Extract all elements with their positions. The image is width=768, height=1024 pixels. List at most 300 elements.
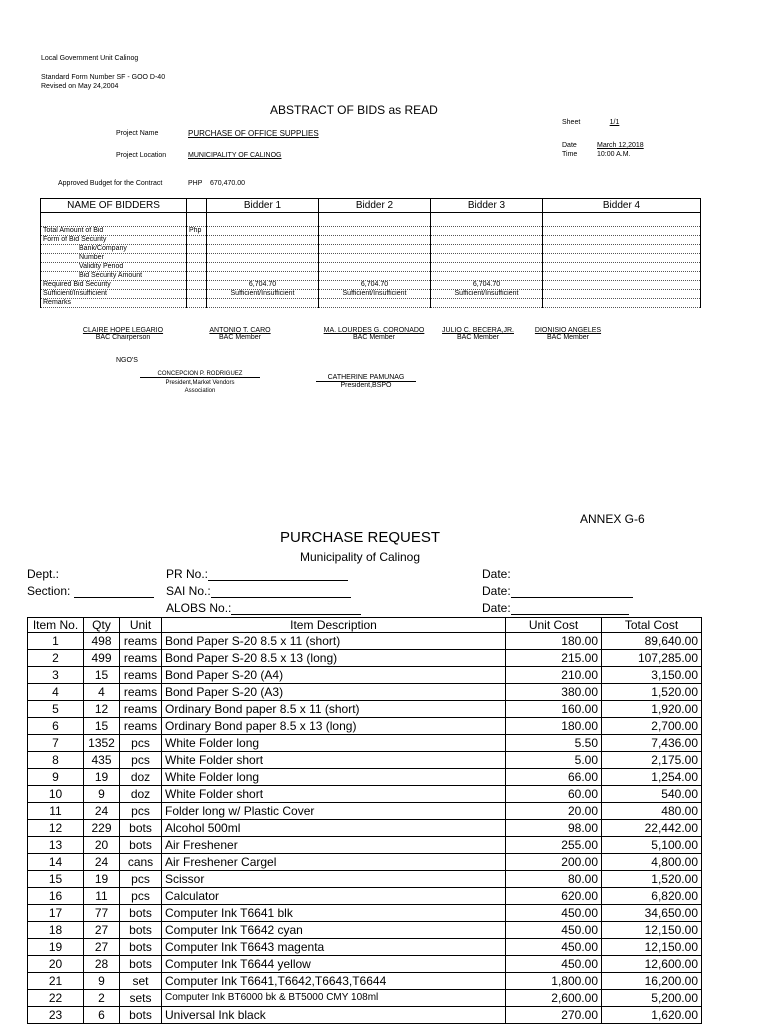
- total-cost-cell: 2,700.00: [602, 718, 702, 735]
- signatory-role: BAC Chairperson: [95, 334, 151, 341]
- description-cell: White Folder long: [162, 769, 506, 786]
- bidder-2-cell: [319, 272, 431, 281]
- signatory-name: CLAIRE HOPE LEGARIO: [82, 327, 164, 334]
- bidder-3-cell: [431, 245, 543, 254]
- unit-cost-cell: 380.00: [506, 684, 602, 701]
- table-row: [28, 667, 702, 684]
- total-cost-cell: 16,200.00: [602, 973, 702, 990]
- unit-cell: sets: [120, 990, 162, 1007]
- total-cost-cell: 22,442.00: [602, 820, 702, 837]
- total-cost-cell: 480.00: [602, 803, 702, 820]
- table-row: [28, 939, 702, 956]
- date-label-1: Date:: [482, 567, 511, 581]
- bidder-2-cell: [319, 227, 431, 236]
- revised-date: Revised on May 24,2004: [41, 83, 119, 90]
- table-row: [28, 769, 702, 786]
- table-row: [28, 888, 702, 905]
- description-cell: Computer Ink T6641,T6642,T6643,T6644: [162, 973, 506, 990]
- bidder-1-header: Bidder 1: [207, 199, 319, 213]
- bidder-3-cell: Sufficient/Insufficient: [431, 290, 543, 299]
- unit-cost-cell: 620.00: [506, 888, 602, 905]
- date-label: Date: [562, 142, 577, 149]
- date-field-2: [482, 584, 633, 598]
- qty-cell: 19: [84, 769, 120, 786]
- bidder-2-cell: [319, 213, 431, 227]
- bidder-2-cell: [319, 245, 431, 254]
- item-no-cell: 7: [28, 735, 84, 752]
- signatory-role: BAC Member: [546, 334, 589, 341]
- project-name-label: Project Name: [116, 130, 159, 137]
- bac-signatory: [318, 327, 430, 341]
- item-no-cell: 11: [28, 803, 84, 820]
- unit-cost-cell: 180.00: [506, 633, 602, 650]
- description-cell: Bond Paper S-20 (A4): [162, 667, 506, 684]
- qty-cell: 28: [84, 956, 120, 973]
- qty-cell: 77: [84, 905, 120, 922]
- bids-row-label: Form of Bid Security: [41, 236, 187, 245]
- signatory-role-line2: Association: [184, 388, 216, 394]
- project-location-label: Project Location: [116, 152, 167, 159]
- bids-row: [41, 236, 701, 245]
- total-cost-cell: 1,254.00: [602, 769, 702, 786]
- unit-cell: bots: [120, 956, 162, 973]
- description-cell: Scissor: [162, 871, 506, 888]
- unit-header: Unit: [120, 618, 162, 633]
- bidder-3-cell: [431, 254, 543, 263]
- total-cost-cell: 89,640.00: [602, 633, 702, 650]
- unit-cell: bots: [120, 820, 162, 837]
- alobs-line: [231, 602, 361, 615]
- total-cost-cell: 1,620.00: [602, 1007, 702, 1024]
- item-no-cell: 4: [28, 684, 84, 701]
- bidders-header: NAME OF BIDDERS: [41, 199, 187, 213]
- total-cost-cell: 1,520.00: [602, 871, 702, 888]
- bids-row-unit: [187, 254, 207, 263]
- unit-cell: reams: [120, 667, 162, 684]
- unit-cell: doz: [120, 769, 162, 786]
- item-no-cell: 17: [28, 905, 84, 922]
- total-cost-cell: 12,150.00: [602, 939, 702, 956]
- bidder-4-cell: [543, 290, 701, 299]
- qty-cell: 9: [84, 973, 120, 990]
- table-row: [28, 684, 702, 701]
- description-cell: Computer Ink T6644 yellow: [162, 956, 506, 973]
- signatory-name: CATHERINE PAMUNAG: [316, 374, 416, 382]
- prno-line: [208, 568, 348, 581]
- table-row: [28, 956, 702, 973]
- description-cell: Bond Paper S-20 8.5 x 13 (long): [162, 650, 506, 667]
- bids-table: [40, 198, 701, 308]
- bids-row-label: Bank/Company: [41, 245, 187, 254]
- total-cost-cell: 7,436.00: [602, 735, 702, 752]
- qty-cell: 2: [84, 990, 120, 1007]
- bidder-4-cell: [543, 281, 701, 290]
- bidder-2-cell: [319, 254, 431, 263]
- abc-currency: PHP: [188, 180, 203, 187]
- form-number: Standard Form Number SF - GOO D-40: [41, 74, 166, 81]
- total-cost-cell: 107,285.00: [602, 650, 702, 667]
- bidder-3-cell: [431, 299, 543, 308]
- item-no-cell: 13: [28, 837, 84, 854]
- signatory-role: BAC Member: [456, 334, 499, 341]
- total-cost-header: Total Cost: [602, 618, 702, 633]
- bidder-1-cell: [207, 254, 319, 263]
- section-label: [27, 584, 154, 598]
- description-cell: Bond Paper S-20 (A3): [162, 684, 506, 701]
- unit-cost-cell: 450.00: [506, 956, 602, 973]
- description-cell: Computer Ink BT6000 bk & BT5000 CMY 108ml: [162, 990, 506, 1007]
- qty-cell: 12: [84, 701, 120, 718]
- unit-cell: bots: [120, 905, 162, 922]
- signatory-role: President,Market Vendors: [165, 380, 235, 386]
- bidder-2-cell: Sufficient/Insufficient: [319, 290, 431, 299]
- description-cell: Computer Ink T6641 blk: [162, 905, 506, 922]
- total-cost-cell: 5,100.00: [602, 837, 702, 854]
- unit-cost-cell: 215.00: [506, 650, 602, 667]
- unit-cost-cell: 450.00: [506, 939, 602, 956]
- bidder-4-cell: [543, 227, 701, 236]
- table-row: [28, 735, 702, 752]
- description-cell: Alcohol 500ml: [162, 820, 506, 837]
- saino-line: [211, 585, 351, 598]
- abstract-title: ABSTRACT OF BIDS as READ: [270, 103, 438, 117]
- qty-cell: 24: [84, 854, 120, 871]
- table-row: [28, 922, 702, 939]
- item-no-cell: 22: [28, 990, 84, 1007]
- signatory-role: President,BSPO: [340, 382, 392, 389]
- unit-cell: reams: [120, 650, 162, 667]
- bids-row: [41, 227, 701, 236]
- bidder-2-header: Bidder 2: [319, 199, 431, 213]
- table-row: [28, 973, 702, 990]
- unit-cost-cell: 450.00: [506, 922, 602, 939]
- bidder-1-cell: [207, 227, 319, 236]
- qty-cell: 6: [84, 1007, 120, 1024]
- total-cost-cell: 1,920.00: [602, 701, 702, 718]
- ngo-signatory: [316, 374, 416, 389]
- unit-cell: reams: [120, 633, 162, 650]
- description-cell: Bond Paper S-20 8.5 x 11 (short): [162, 633, 506, 650]
- unit-header: [187, 199, 207, 213]
- unit-cell: pcs: [120, 735, 162, 752]
- table-row: [28, 854, 702, 871]
- bids-row: [41, 272, 701, 281]
- bids-row: [41, 213, 701, 227]
- unit-cost-cell: 5.00: [506, 752, 602, 769]
- qty-cell: 498: [84, 633, 120, 650]
- unit-cost-cell: 180.00: [506, 718, 602, 735]
- bids-row-label: Bid Security Amount: [41, 272, 187, 281]
- bidder-4-cell: [543, 272, 701, 281]
- unit-cost-cell: 200.00: [506, 854, 602, 871]
- bidder-4-cell: [543, 245, 701, 254]
- bidder-1-cell: 6,704.70: [207, 281, 319, 290]
- signatory-name: MA. LOURDES G. CORONADO: [323, 327, 425, 334]
- item-no-cell: 20: [28, 956, 84, 973]
- purchase-request-table: [27, 617, 702, 1024]
- qty-cell: 24: [84, 803, 120, 820]
- total-cost-cell: 12,600.00: [602, 956, 702, 973]
- prno-label: PR No.:: [166, 567, 209, 581]
- bidder-3-cell: [431, 263, 543, 272]
- bidder-3-header: Bidder 3: [431, 199, 543, 213]
- unit-cell: pcs: [120, 871, 162, 888]
- total-cost-cell: 6,820.00: [602, 888, 702, 905]
- bids-row-label: [41, 213, 187, 227]
- table-row: [28, 990, 702, 1007]
- bidder-1-cell: [207, 272, 319, 281]
- bids-row-unit: [187, 213, 207, 227]
- time-label: Time: [562, 151, 578, 158]
- bids-row-unit: [187, 245, 207, 254]
- signatory-role: BAC Member: [218, 334, 261, 341]
- unit-cell: pcs: [120, 803, 162, 820]
- table-row: [28, 871, 702, 888]
- item-no-cell: 18: [28, 922, 84, 939]
- unit-cell: reams: [120, 718, 162, 735]
- table-row: [28, 701, 702, 718]
- unit-cell: bots: [120, 1007, 162, 1024]
- bidder-1-cell: Sufficient/Insufficient: [207, 290, 319, 299]
- unit-cost-cell: 2,600.00: [506, 990, 602, 1007]
- table-row: [28, 650, 702, 667]
- item-no-cell: 14: [28, 854, 84, 871]
- item-no-cell: 19: [28, 939, 84, 956]
- bidder-4-cell: [543, 236, 701, 245]
- signatory-name: DIONISIO ANGELES: [534, 327, 602, 334]
- project-location: MUNICIPALITY OF CALINOG: [188, 152, 282, 159]
- qty-cell: 15: [84, 667, 120, 684]
- bids-row-label: Remarks: [41, 299, 187, 308]
- date-value: March 12,2018: [597, 142, 644, 149]
- unit-cost-cell: 160.00: [506, 701, 602, 718]
- description-cell: Air Freshener: [162, 837, 506, 854]
- bidder-1-cell: [207, 299, 319, 308]
- qty-cell: 435: [84, 752, 120, 769]
- bac-signatory: [70, 327, 176, 341]
- description-cell: Folder long w/ Plastic Cover: [162, 803, 506, 820]
- date-line-2: [511, 585, 633, 598]
- bidder-2-cell: 6,704.70: [319, 281, 431, 290]
- alobs-field: [166, 601, 361, 615]
- bids-row: [41, 281, 701, 290]
- item-no-cell: 10: [28, 786, 84, 803]
- unit-cell: doz: [120, 786, 162, 803]
- item-no-cell: 9: [28, 769, 84, 786]
- signatory-name: JULIO C. BECERA,JR.: [442, 327, 514, 334]
- total-cost-cell: 2,175.00: [602, 752, 702, 769]
- qty-cell: 27: [84, 922, 120, 939]
- unit-cost-cell: 80.00: [506, 871, 602, 888]
- total-cost-cell: 3,150.00: [602, 667, 702, 684]
- signatory-name: CONCEPCION P. RODRIGUEZ: [157, 371, 243, 377]
- bidder-3-cell: [431, 213, 543, 227]
- bids-row: [41, 290, 701, 299]
- date-field-3: [482, 601, 629, 615]
- abc-label: Approved Budget for the Contract: [58, 180, 163, 187]
- total-cost-cell: 12,150.00: [602, 922, 702, 939]
- qty-cell: 1352: [84, 735, 120, 752]
- item-no-cell: 1: [28, 633, 84, 650]
- bidder-3-cell: [431, 227, 543, 236]
- unit-cost-cell: 450.00: [506, 905, 602, 922]
- bidder-3-cell: 6,704.70: [431, 281, 543, 290]
- unit-cost-cell: 1,800.00: [506, 973, 602, 990]
- bidder-3-cell: [431, 272, 543, 281]
- ngo-signatory: [140, 371, 260, 395]
- bidder-4-cell: [543, 263, 701, 272]
- bidder-2-cell: [319, 263, 431, 272]
- bids-row: [41, 254, 701, 263]
- bac-signatory: [436, 327, 520, 341]
- item-no-cell: 16: [28, 888, 84, 905]
- date-field-1: [482, 567, 511, 581]
- bidder-4-cell: [543, 213, 701, 227]
- bidder-1-cell: [207, 236, 319, 245]
- description-cell: Calculator: [162, 888, 506, 905]
- description-cell: White Folder long: [162, 735, 506, 752]
- item-no-cell: 23: [28, 1007, 84, 1024]
- item-no-cell: 15: [28, 871, 84, 888]
- project-name: PURCHASE OF OFFICE SUPPLIES: [188, 129, 319, 138]
- total-cost-cell: 540.00: [602, 786, 702, 803]
- unit-cost-cell: 20.00: [506, 803, 602, 820]
- unit-cell: bots: [120, 922, 162, 939]
- total-cost-cell: 1,520.00: [602, 684, 702, 701]
- unit-cost-header: Unit Cost: [506, 618, 602, 633]
- bac-signatory: [527, 327, 609, 341]
- bidder-2-cell: [319, 299, 431, 308]
- table-row: [28, 1007, 702, 1024]
- sheet-label: Sheet: [562, 119, 581, 126]
- saino-label: SAI No.:: [166, 584, 211, 598]
- bids-row-unit: Php: [187, 227, 207, 236]
- time-value: 10:00 A.M.: [597, 151, 631, 158]
- unit-cost-cell: 5.50: [506, 735, 602, 752]
- qty-cell: 27: [84, 939, 120, 956]
- bidder-2-cell: [319, 236, 431, 245]
- qty-cell: 20: [84, 837, 120, 854]
- item-no-cell: 21: [28, 973, 84, 990]
- bids-row-unit: [187, 299, 207, 308]
- description-cell: Ordinary Bond paper 8.5 x 13 (long): [162, 718, 506, 735]
- bids-row-label: Total Amount of Bid: [41, 227, 187, 236]
- unit-cell: pcs: [120, 752, 162, 769]
- bids-row-label: Required Bid Security: [41, 281, 187, 290]
- description-cell: White Folder short: [162, 786, 506, 803]
- prno-field: [166, 567, 348, 581]
- description-header: Item Description: [162, 618, 506, 633]
- item-no-cell: 3: [28, 667, 84, 684]
- saino-field: [166, 584, 351, 598]
- bidder-1-cell: [207, 245, 319, 254]
- table-row: [28, 786, 702, 803]
- table-row: [28, 820, 702, 837]
- description-cell: Air Freshener Cargel: [162, 854, 506, 871]
- item-no-cell: 8: [28, 752, 84, 769]
- bids-row-label: Number: [41, 254, 187, 263]
- table-row: [28, 837, 702, 854]
- unit-cell: cans: [120, 854, 162, 871]
- total-cost-cell: 5,200.00: [602, 990, 702, 1007]
- bids-row-unit: [187, 263, 207, 272]
- bac-signatory: [195, 327, 285, 341]
- abc-value: 670,470.00: [210, 180, 246, 187]
- alobs-label: ALOBS No.:: [166, 601, 232, 615]
- bidder-3-cell: [431, 236, 543, 245]
- annex-label: ANNEX G-6: [580, 512, 645, 526]
- date-label-3: Date:: [482, 601, 511, 615]
- pr-subtitle: Municipality of Calinog: [299, 550, 421, 564]
- unit-cell: pcs: [120, 888, 162, 905]
- table-row: [28, 633, 702, 650]
- unit-cell: set: [120, 973, 162, 990]
- description-cell: Computer Ink T6642 cyan: [162, 922, 506, 939]
- unit-cost-cell: 66.00: [506, 769, 602, 786]
- bidder-4-header: Bidder 4: [543, 199, 701, 213]
- unit-cell: reams: [120, 684, 162, 701]
- item-no-cell: 12: [28, 820, 84, 837]
- unit-cell: reams: [120, 701, 162, 718]
- signatory-name: ANTONIO T. CARO: [209, 327, 271, 334]
- description-cell: Ordinary Bond paper 8.5 x 11 (short): [162, 701, 506, 718]
- lgu-name: Local Government Unit Calinog: [41, 55, 139, 62]
- signatory-role: BAC Member: [352, 334, 395, 341]
- item-no-header: Item No.: [28, 618, 84, 633]
- bids-row-unit: [187, 281, 207, 290]
- bids-row: [41, 245, 701, 254]
- item-no-cell: 2: [28, 650, 84, 667]
- bids-row-label: Sufficient/Insufficient: [41, 290, 187, 299]
- table-row: [28, 718, 702, 735]
- item-no-cell: 6: [28, 718, 84, 735]
- qty-cell: 4: [84, 684, 120, 701]
- item-no-cell: 5: [28, 701, 84, 718]
- table-row: [28, 752, 702, 769]
- sheet-value: 1/1: [609, 119, 620, 126]
- unit-cost-cell: 210.00: [506, 667, 602, 684]
- qty-cell: 15: [84, 718, 120, 735]
- unit-cost-cell: 270.00: [506, 1007, 602, 1024]
- bids-row: [41, 263, 701, 272]
- dept-label: Dept.:: [27, 567, 60, 581]
- section-line: [74, 585, 154, 598]
- bidder-4-cell: [543, 254, 701, 263]
- bidder-1-cell: [207, 213, 319, 227]
- bidder-1-cell: [207, 263, 319, 272]
- bids-row-unit: [187, 236, 207, 245]
- date-label-2: Date:: [482, 584, 511, 598]
- unit-cell: bots: [120, 837, 162, 854]
- unit-cost-cell: 255.00: [506, 837, 602, 854]
- unit-cell: bots: [120, 939, 162, 956]
- qty-cell: 499: [84, 650, 120, 667]
- date-line-3: [511, 602, 629, 615]
- bids-row-unit: [187, 272, 207, 281]
- bids-header-row: [41, 199, 701, 213]
- qty-cell: 9: [84, 786, 120, 803]
- bidder-4-cell: [543, 299, 701, 308]
- pr-header-row: [28, 618, 702, 633]
- table-row: [28, 803, 702, 820]
- qty-cell: 19: [84, 871, 120, 888]
- section-label-text: Section:: [27, 584, 71, 598]
- unit-cost-cell: 98.00: [506, 820, 602, 837]
- total-cost-cell: 34,650.00: [602, 905, 702, 922]
- bids-row-unit: [187, 290, 207, 299]
- qty-cell: 11: [84, 888, 120, 905]
- bids-row-label: Validity Period: [41, 263, 187, 272]
